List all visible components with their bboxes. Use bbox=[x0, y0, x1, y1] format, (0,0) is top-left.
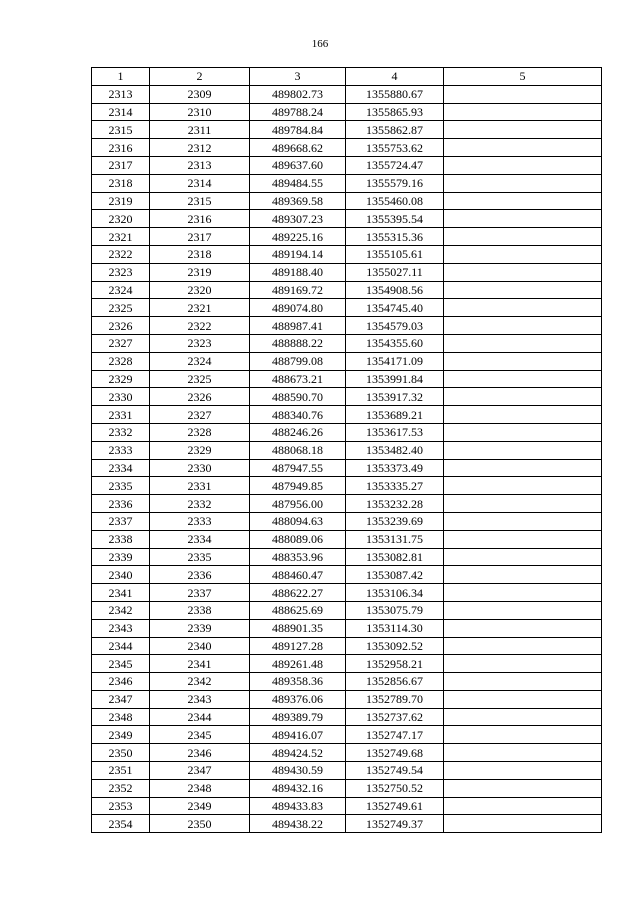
table-cell: 2347 bbox=[150, 762, 250, 780]
table-cell bbox=[444, 245, 602, 263]
table-row bbox=[92, 245, 602, 263]
table-cell bbox=[444, 708, 602, 726]
table-cell: 2344 bbox=[150, 708, 250, 726]
table-cell: 1355880.67 bbox=[346, 85, 444, 103]
table-cell: 2333 bbox=[150, 512, 250, 530]
table-cell: 488888.22 bbox=[250, 334, 346, 352]
table-cell: 489668.62 bbox=[250, 139, 346, 157]
table-row bbox=[92, 317, 602, 335]
table-cell: 2353 bbox=[92, 797, 150, 815]
table-cell: 1355724.47 bbox=[346, 156, 444, 174]
table-cell bbox=[444, 512, 602, 530]
table-cell: 487949.85 bbox=[250, 477, 346, 495]
table-cell: 1355395.54 bbox=[346, 210, 444, 228]
table-row bbox=[92, 281, 602, 299]
table-cell: 2345 bbox=[150, 726, 250, 744]
column-header: 4 bbox=[346, 68, 444, 86]
table-cell bbox=[444, 495, 602, 513]
table-row bbox=[92, 673, 602, 691]
table-cell bbox=[444, 263, 602, 281]
table-cell: 1354171.09 bbox=[346, 352, 444, 370]
table-cell: 2330 bbox=[92, 388, 150, 406]
table-cell: 489484.55 bbox=[250, 174, 346, 192]
table-cell bbox=[444, 762, 602, 780]
table-cell: 488246.26 bbox=[250, 423, 346, 441]
table-cell: 1353082.81 bbox=[346, 548, 444, 566]
table-cell: 1353106.34 bbox=[346, 584, 444, 602]
table-cell: 2321 bbox=[150, 299, 250, 317]
table-row bbox=[92, 708, 602, 726]
table-cell: 1355105.61 bbox=[346, 245, 444, 263]
table-cell: 488353.96 bbox=[250, 548, 346, 566]
table-cell bbox=[444, 85, 602, 103]
table-cell bbox=[444, 317, 602, 335]
table-cell bbox=[444, 370, 602, 388]
column-header: 2 bbox=[150, 68, 250, 86]
table-cell: 1353239.69 bbox=[346, 512, 444, 530]
table-row bbox=[92, 637, 602, 655]
table-cell: 2342 bbox=[150, 673, 250, 691]
table-cell: 1355753.62 bbox=[346, 139, 444, 157]
table-row bbox=[92, 815, 602, 833]
table-cell bbox=[444, 726, 602, 744]
table-row bbox=[92, 512, 602, 530]
table-cell: 2337 bbox=[150, 584, 250, 602]
table-cell: 2309 bbox=[150, 85, 250, 103]
table-cell bbox=[444, 228, 602, 246]
table-row bbox=[92, 156, 602, 174]
table-cell: 1353373.49 bbox=[346, 459, 444, 477]
table-cell: 489225.16 bbox=[250, 228, 346, 246]
table-cell: 2326 bbox=[150, 388, 250, 406]
table-row bbox=[92, 406, 602, 424]
table-cell: 489369.58 bbox=[250, 192, 346, 210]
table-cell: 2334 bbox=[150, 530, 250, 548]
table-row bbox=[92, 192, 602, 210]
column-header: 5 bbox=[444, 68, 602, 86]
table-cell: 488460.47 bbox=[250, 566, 346, 584]
table-cell: 2348 bbox=[92, 708, 150, 726]
table-row bbox=[92, 566, 602, 584]
table-cell: 1355460.08 bbox=[346, 192, 444, 210]
table-cell: 488068.18 bbox=[250, 441, 346, 459]
table-cell bbox=[444, 388, 602, 406]
table-cell bbox=[444, 797, 602, 815]
table-row bbox=[92, 299, 602, 317]
table-cell: 2346 bbox=[150, 744, 250, 762]
table-cell: 2331 bbox=[92, 406, 150, 424]
table-cell bbox=[444, 601, 602, 619]
table-cell: 2334 bbox=[92, 459, 150, 477]
table-cell bbox=[444, 299, 602, 317]
table-row bbox=[92, 174, 602, 192]
table-cell: 2320 bbox=[92, 210, 150, 228]
table-cell: 1355315.36 bbox=[346, 228, 444, 246]
table-cell: 1352749.68 bbox=[346, 744, 444, 762]
table-cell: 488590.70 bbox=[250, 388, 346, 406]
table-cell: 1353114.30 bbox=[346, 619, 444, 637]
page-number: 166 bbox=[311, 38, 329, 50]
table-cell bbox=[444, 441, 602, 459]
table-cell: 2338 bbox=[150, 601, 250, 619]
table-cell bbox=[444, 352, 602, 370]
table-cell: 2326 bbox=[92, 317, 150, 335]
table-cell: 2315 bbox=[150, 192, 250, 210]
table-cell: 2349 bbox=[150, 797, 250, 815]
table-cell: 2322 bbox=[150, 317, 250, 335]
table-cell: 2324 bbox=[150, 352, 250, 370]
table-cell: 2317 bbox=[92, 156, 150, 174]
table-cell: 489307.23 bbox=[250, 210, 346, 228]
table-cell: 1352747.17 bbox=[346, 726, 444, 744]
table-cell: 1355579.16 bbox=[346, 174, 444, 192]
table-cell: 2311 bbox=[150, 121, 250, 139]
table-cell: 489127.28 bbox=[250, 637, 346, 655]
table-cell: 1353335.27 bbox=[346, 477, 444, 495]
table-cell: 489784.84 bbox=[250, 121, 346, 139]
table-cell: 1353991.84 bbox=[346, 370, 444, 388]
table-cell bbox=[444, 210, 602, 228]
coordinates-table bbox=[91, 67, 602, 833]
table-cell: 2316 bbox=[92, 139, 150, 157]
table-row bbox=[92, 334, 602, 352]
table-cell: 1353131.75 bbox=[346, 530, 444, 548]
table-cell: 488673.21 bbox=[250, 370, 346, 388]
table-row bbox=[92, 726, 602, 744]
table-cell: 488089.06 bbox=[250, 530, 346, 548]
table-cell: 1355862.87 bbox=[346, 121, 444, 139]
table-cell: 2344 bbox=[92, 637, 150, 655]
table-cell: 2319 bbox=[92, 192, 150, 210]
table-cell: 1352737.62 bbox=[346, 708, 444, 726]
table-cell bbox=[444, 139, 602, 157]
table-cell: 2314 bbox=[150, 174, 250, 192]
table-row bbox=[92, 103, 602, 121]
table-cell: 2318 bbox=[92, 174, 150, 192]
table-cell: 2319 bbox=[150, 263, 250, 281]
table-cell: 2323 bbox=[150, 334, 250, 352]
table-row bbox=[92, 495, 602, 513]
table-cell: 1354745.40 bbox=[346, 299, 444, 317]
table-cell bbox=[444, 584, 602, 602]
table-cell: 2313 bbox=[92, 85, 150, 103]
table-cell: 2338 bbox=[92, 530, 150, 548]
table-cell: 487956.00 bbox=[250, 495, 346, 513]
table-cell: 2320 bbox=[150, 281, 250, 299]
table-row bbox=[92, 263, 602, 281]
table-cell bbox=[444, 459, 602, 477]
table-cell: 2332 bbox=[150, 495, 250, 513]
table-row bbox=[92, 548, 602, 566]
table-cell: 1352749.54 bbox=[346, 762, 444, 780]
table-cell: 2323 bbox=[92, 263, 150, 281]
table-cell: 489194.14 bbox=[250, 245, 346, 263]
table-cell bbox=[444, 530, 602, 548]
table-cell: 488901.35 bbox=[250, 619, 346, 637]
table-cell: 2345 bbox=[92, 655, 150, 673]
table-cell: 489802.73 bbox=[250, 85, 346, 103]
table-header-row bbox=[92, 68, 602, 86]
table-cell bbox=[444, 779, 602, 797]
table-cell: 2349 bbox=[92, 726, 150, 744]
table-cell: 1353075.79 bbox=[346, 601, 444, 619]
table-cell: 1353617.53 bbox=[346, 423, 444, 441]
table-cell: 2327 bbox=[150, 406, 250, 424]
table-cell: 2343 bbox=[92, 619, 150, 637]
table-cell bbox=[444, 156, 602, 174]
table-cell bbox=[444, 103, 602, 121]
table-cell: 489358.36 bbox=[250, 673, 346, 691]
table-cell: 2346 bbox=[92, 673, 150, 691]
table-cell: 1352789.70 bbox=[346, 690, 444, 708]
table-cell: 2312 bbox=[150, 139, 250, 157]
table-cell: 2333 bbox=[92, 441, 150, 459]
table-row bbox=[92, 584, 602, 602]
table-cell: 489424.52 bbox=[250, 744, 346, 762]
table-cell: 2339 bbox=[150, 619, 250, 637]
table-cell: 2347 bbox=[92, 690, 150, 708]
table-cell: 488094.63 bbox=[250, 512, 346, 530]
table-cell: 2316 bbox=[150, 210, 250, 228]
table-row bbox=[92, 655, 602, 673]
table-cell bbox=[444, 423, 602, 441]
table-cell bbox=[444, 477, 602, 495]
table-cell: 489389.79 bbox=[250, 708, 346, 726]
table-cell: 2330 bbox=[150, 459, 250, 477]
table-cell: 1352958.21 bbox=[346, 655, 444, 673]
table-row bbox=[92, 352, 602, 370]
table-cell: 2340 bbox=[150, 637, 250, 655]
table-row bbox=[92, 139, 602, 157]
table-cell: 2341 bbox=[92, 584, 150, 602]
table-row bbox=[92, 85, 602, 103]
table-cell: 2354 bbox=[92, 815, 150, 833]
table-cell: 2340 bbox=[92, 566, 150, 584]
column-header: 3 bbox=[250, 68, 346, 86]
table-row bbox=[92, 530, 602, 548]
table-cell bbox=[444, 744, 602, 762]
table-cell: 489432.16 bbox=[250, 779, 346, 797]
table-cell: 1353689.21 bbox=[346, 406, 444, 424]
table-cell bbox=[444, 655, 602, 673]
table-cell: 2337 bbox=[92, 512, 150, 530]
table-row bbox=[92, 388, 602, 406]
table-cell: 2342 bbox=[92, 601, 150, 619]
table-body bbox=[92, 85, 602, 832]
table-row bbox=[92, 601, 602, 619]
table-cell: 2336 bbox=[92, 495, 150, 513]
table-cell: 2317 bbox=[150, 228, 250, 246]
table-cell bbox=[444, 334, 602, 352]
table-row bbox=[92, 441, 602, 459]
table-cell: 489433.83 bbox=[250, 797, 346, 815]
table-cell: 1352856.67 bbox=[346, 673, 444, 691]
table-cell: 1353232.28 bbox=[346, 495, 444, 513]
table-cell: 2335 bbox=[92, 477, 150, 495]
table-row bbox=[92, 797, 602, 815]
table-cell: 2335 bbox=[150, 548, 250, 566]
table-cell: 1353917.32 bbox=[346, 388, 444, 406]
table-cell: 487947.55 bbox=[250, 459, 346, 477]
table-cell: 1355027.11 bbox=[346, 263, 444, 281]
table-cell: 1353092.52 bbox=[346, 637, 444, 655]
table-cell: 1354355.60 bbox=[346, 334, 444, 352]
table-cell: 489430.59 bbox=[250, 762, 346, 780]
table-cell: 2325 bbox=[150, 370, 250, 388]
table-cell: 1353087.42 bbox=[346, 566, 444, 584]
table-row bbox=[92, 779, 602, 797]
table-cell: 2322 bbox=[92, 245, 150, 263]
table-row bbox=[92, 228, 602, 246]
table-row bbox=[92, 121, 602, 139]
table-cell bbox=[444, 281, 602, 299]
table-cell: 2339 bbox=[92, 548, 150, 566]
table-cell: 2350 bbox=[150, 815, 250, 833]
table-cell: 1352750.52 bbox=[346, 779, 444, 797]
table-cell: 2321 bbox=[92, 228, 150, 246]
table-cell: 2348 bbox=[150, 779, 250, 797]
table-cell: 489261.48 bbox=[250, 655, 346, 673]
table-cell bbox=[444, 673, 602, 691]
table-cell: 2352 bbox=[92, 779, 150, 797]
table-cell: 489788.24 bbox=[250, 103, 346, 121]
table-cell bbox=[444, 815, 602, 833]
table-cell: 1352749.61 bbox=[346, 797, 444, 815]
table-cell: 2324 bbox=[92, 281, 150, 299]
table-cell: 489169.72 bbox=[250, 281, 346, 299]
column-header: 1 bbox=[92, 68, 150, 86]
table-cell: 2314 bbox=[92, 103, 150, 121]
table-cell: 2313 bbox=[150, 156, 250, 174]
table-cell bbox=[444, 174, 602, 192]
table-cell bbox=[444, 192, 602, 210]
table-row bbox=[92, 477, 602, 495]
table-cell bbox=[444, 406, 602, 424]
table-cell: 2343 bbox=[150, 690, 250, 708]
table-cell bbox=[444, 637, 602, 655]
table-cell bbox=[444, 619, 602, 637]
table-cell: 2341 bbox=[150, 655, 250, 673]
table-cell: 1354908.56 bbox=[346, 281, 444, 299]
table-cell: 2329 bbox=[150, 441, 250, 459]
table-cell: 2325 bbox=[92, 299, 150, 317]
table-row bbox=[92, 459, 602, 477]
table-cell: 489416.07 bbox=[250, 726, 346, 744]
table-row bbox=[92, 762, 602, 780]
table-cell: 2329 bbox=[92, 370, 150, 388]
table-row bbox=[92, 423, 602, 441]
table-cell: 1352749.37 bbox=[346, 815, 444, 833]
table-cell: 489188.40 bbox=[250, 263, 346, 281]
table-cell bbox=[444, 566, 602, 584]
table-row bbox=[92, 690, 602, 708]
table-cell: 1354579.03 bbox=[346, 317, 444, 335]
table-cell bbox=[444, 690, 602, 708]
table-cell: 1353482.40 bbox=[346, 441, 444, 459]
table-cell: 488799.08 bbox=[250, 352, 346, 370]
table-cell: 488987.41 bbox=[250, 317, 346, 335]
table-cell: 2328 bbox=[150, 423, 250, 441]
table-cell: 2331 bbox=[150, 477, 250, 495]
table-cell: 488625.69 bbox=[250, 601, 346, 619]
table-row bbox=[92, 370, 602, 388]
table-cell: 2328 bbox=[92, 352, 150, 370]
table-cell: 489438.22 bbox=[250, 815, 346, 833]
table-cell: 488340.76 bbox=[250, 406, 346, 424]
table-cell: 489637.60 bbox=[250, 156, 346, 174]
table-row bbox=[92, 744, 602, 762]
table-row bbox=[92, 210, 602, 228]
table-row bbox=[92, 619, 602, 637]
table-cell: 1355865.93 bbox=[346, 103, 444, 121]
table-cell: 2315 bbox=[92, 121, 150, 139]
table-cell bbox=[444, 121, 602, 139]
table-cell: 2332 bbox=[92, 423, 150, 441]
table-cell: 488622.27 bbox=[250, 584, 346, 602]
table-cell: 2310 bbox=[150, 103, 250, 121]
table-cell: 2318 bbox=[150, 245, 250, 263]
table-cell: 489074.80 bbox=[250, 299, 346, 317]
table-cell: 489376.06 bbox=[250, 690, 346, 708]
table-cell bbox=[444, 548, 602, 566]
table-cell: 2351 bbox=[92, 762, 150, 780]
table-cell: 2336 bbox=[150, 566, 250, 584]
table-cell: 2327 bbox=[92, 334, 150, 352]
table-cell: 2350 bbox=[92, 744, 150, 762]
